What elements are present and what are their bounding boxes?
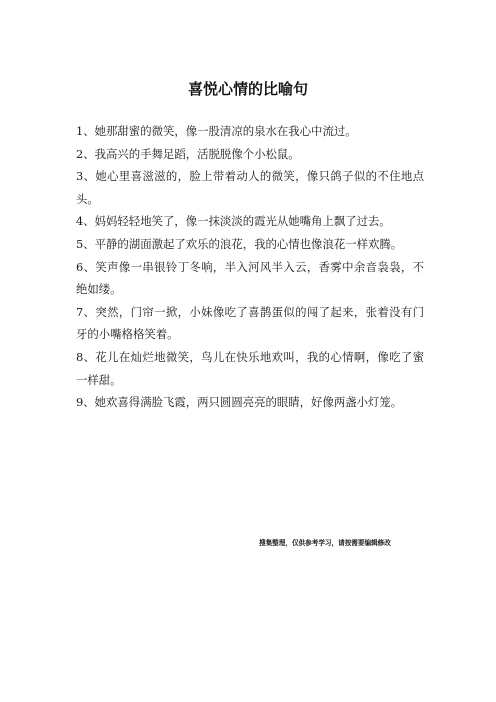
simile-list — [76, 120, 424, 414]
list-item: 2、我高兴的手舞足蹈，活脱脱像个小松鼠。 — [76, 146, 300, 161]
list-item: 3、她心里喜滋滋的，脸上带着动人的微笑，像只鸽子似的不住地点头。 — [76, 169, 424, 206]
list-item: 8、花儿在灿烂地微笑，鸟儿在快乐地欢叫，我的心情啊，像吃了蜜一样甜。 — [76, 349, 424, 387]
list-item: 6、笑声像一串银铃丁冬响，半入河风半入云，香雾中余音袅袅，不绝如缕。 — [76, 259, 424, 297]
footer-note: 搜集整理，仅供参考学习，请按需要编辑修改 — [259, 539, 391, 547]
list-item: 5、平静的湖面激起了欢乐的浪花，我的心情也像浪花一样欢腾。 — [76, 236, 403, 251]
list-item: 9、她欢喜得满脸飞霞，两只圆圆亮亮的眼睛，好像两盏小灯笼。 — [76, 395, 403, 410]
list-item: 1、她那甜蜜的微笑，像一股清凉的泉水在我心中流过。 — [76, 124, 357, 138]
list-item: 7、突然，门帘一掀，小妹像吃了喜鹊蛋似的闯了起来，张着没有门牙的小嘴格格笑着。 — [76, 304, 424, 342]
list-item: 4、妈妈轻轻地笑了，像一抹淡淡的霞光从她嘴角上飘了过去。 — [76, 214, 391, 229]
document-title: 喜悦心情的比喻句 — [187, 80, 308, 98]
